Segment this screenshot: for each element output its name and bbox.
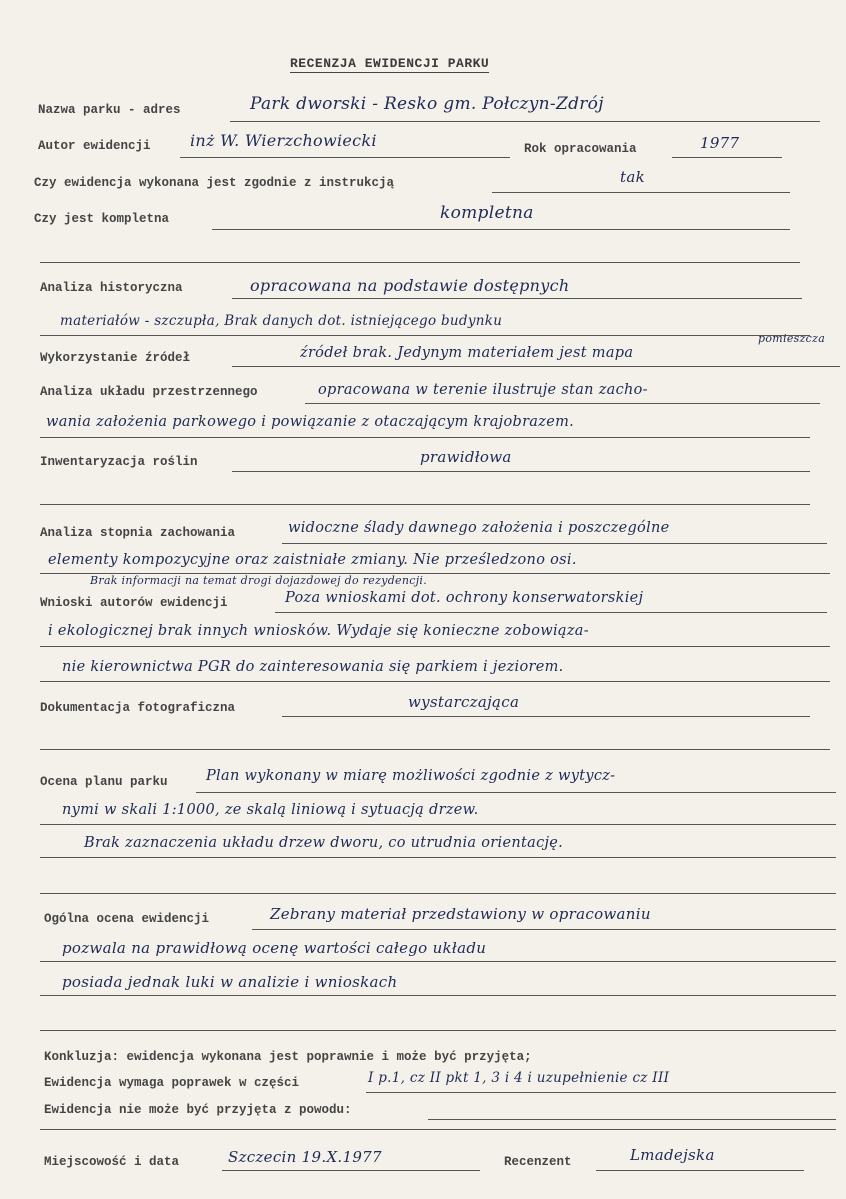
line-conclusion-reject (428, 1119, 836, 1120)
label-layout: Analiza układu przestrzennego (40, 385, 258, 399)
label-overall: Ogólna ocena ewidencji (44, 912, 210, 926)
label-author: Autor ewidencji (38, 139, 151, 153)
hand-sources-above: pomieszcza (758, 332, 826, 345)
hand-historical-2: materiałów - szczupła, Brak danych dot. istniejącego budynku (60, 313, 503, 329)
label-complete: Czy jest kompletna (34, 212, 170, 226)
hand-conclusions-2: i ekologicznej brak innych wniosków. Wydaje się konieczne zobowiąza- (48, 623, 589, 639)
hand-year: 1977 (700, 134, 740, 152)
hand-overall-2: pozwala na prawidłową ocenę wartości całego układu (62, 939, 487, 957)
hand-complete: kompletna (440, 203, 534, 223)
line-conclusion-corrections (366, 1092, 836, 1093)
line-overall-3 (40, 995, 836, 996)
hand-reviewer-signature: Lmadejska (630, 1146, 715, 1164)
line-plan-2 (40, 824, 836, 825)
label-place-date: Miejscowość i data (44, 1155, 180, 1169)
hand-conclusion-corrections: I p.1, cz II pkt 1, 3 i 4 i uzupełnienie cz III (368, 1070, 670, 1086)
hand-plan-3: Brak zaznaczenia układu drzew dworu, co utrudnia orientację. (84, 835, 564, 851)
label-historical: Analiza historyczna (40, 281, 183, 295)
hand-conclusions-3: nie kierownictwa PGR do zainteresowania się parkiem i jeziorem. (62, 659, 564, 675)
line-inventory (232, 471, 810, 472)
label-conclusion-accept: Konkluzja: ewidencja wykonana jest poprawnie i może być przyjęta; (44, 1050, 532, 1064)
line-layout-2 (40, 437, 810, 438)
line-historical-2 (40, 335, 810, 336)
label-park-name: Nazwa parku - adres (38, 103, 181, 117)
line-conclusions (275, 612, 827, 613)
line-place-date (222, 1170, 480, 1171)
label-year: Rok opracowania (524, 142, 637, 156)
label-sources: Wykorzystanie źródeł (40, 351, 191, 365)
line-instruction (492, 192, 790, 193)
hand-plan-2: nymi w skali 1:1000, ze skalą liniową i sytuacją drzew. (62, 802, 479, 818)
hand-preservation-1: widoczne ślady dawnego założenia i poszczególne (288, 520, 670, 536)
line-blank-3 (40, 749, 830, 750)
label-photo-doc: Dokumentacja fotograficzna (40, 701, 236, 715)
line-park-name (230, 121, 820, 122)
label-conclusion-reject: Ewidencja nie może być przyjęta z powodu: (44, 1103, 352, 1117)
line-plan (196, 792, 836, 793)
line-blank-4 (40, 893, 836, 894)
hand-overall-3: posiada jednak luki w analizie i wnioskach (62, 973, 398, 991)
hand-park-name: Park dworski - Resko gm. Połczyn-Zdrój (250, 94, 604, 114)
label-conclusions: Wnioski autorów ewidencji (40, 596, 228, 610)
hand-place-date: Szczecin 19.X.1977 (228, 1148, 382, 1166)
hand-instruction: tak (620, 168, 645, 186)
hand-author: inż W. Wierzchowiecki (190, 131, 377, 150)
label-inventory: Inwentaryzacja roślin (40, 455, 198, 469)
hand-historical-1: opracowana na podstawie dostępnych (250, 276, 570, 295)
hand-photo-doc: wystarczająca (408, 693, 520, 711)
line-overall-2 (40, 961, 836, 962)
line-historical (232, 298, 802, 299)
hand-inventory: prawidłowa (420, 448, 512, 466)
line-blank-1 (40, 262, 800, 263)
line-photo-doc (282, 716, 810, 717)
label-preservation: Analiza stopnia zachowania (40, 526, 236, 540)
hand-layout-1: opracowana w terenie ilustruje stan zacho- (318, 382, 648, 398)
hand-plan-1: Plan wykonany w miarę możliwości zgodnie z wytycz- (206, 768, 616, 784)
label-instruction: Czy ewidencja wykonana jest zgodnie z instrukcją (34, 176, 395, 190)
line-preservation (282, 543, 827, 544)
label-conclusion-corrections: Ewidencja wymaga poprawek w części (44, 1076, 300, 1090)
line-blank-5 (40, 1030, 836, 1031)
line-sources (232, 366, 840, 367)
line-author (180, 157, 510, 158)
line-blank-2 (40, 504, 810, 505)
line-conclusions-2 (40, 646, 830, 647)
hand-layout-2: wania założenia parkowego i powiązanie z otaczającym krajobrazem. (46, 414, 575, 430)
line-overall (252, 929, 836, 930)
line-layout (305, 403, 820, 404)
line-complete (212, 229, 790, 230)
hand-preservation-2: elementy kompozycyjne oraz zaistniałe zmiany. Nie prześledzono osi. (48, 552, 577, 568)
hand-preservation-3: Brak informacji na temat drogi dojazdowej do rezydencji. (90, 574, 428, 587)
line-blank-6 (40, 1129, 836, 1130)
line-plan-3 (40, 857, 836, 858)
hand-conclusions-1: Poza wnioskami dot. ochrony konserwatorskiej (285, 590, 644, 606)
label-reviewer: Recenzent (504, 1155, 572, 1169)
line-year (672, 157, 782, 158)
page-title: RECENZJA EWIDENCJI PARKU (290, 56, 490, 71)
line-conclusions-3 (40, 681, 830, 682)
hand-sources: źródeł brak. Jedynym materiałem jest mapa (300, 345, 634, 361)
hand-overall-1: Zebrany materiał przedstawiony w opracowaniu (270, 905, 651, 923)
label-plan: Ocena planu parku (40, 775, 168, 789)
line-reviewer (596, 1170, 804, 1171)
